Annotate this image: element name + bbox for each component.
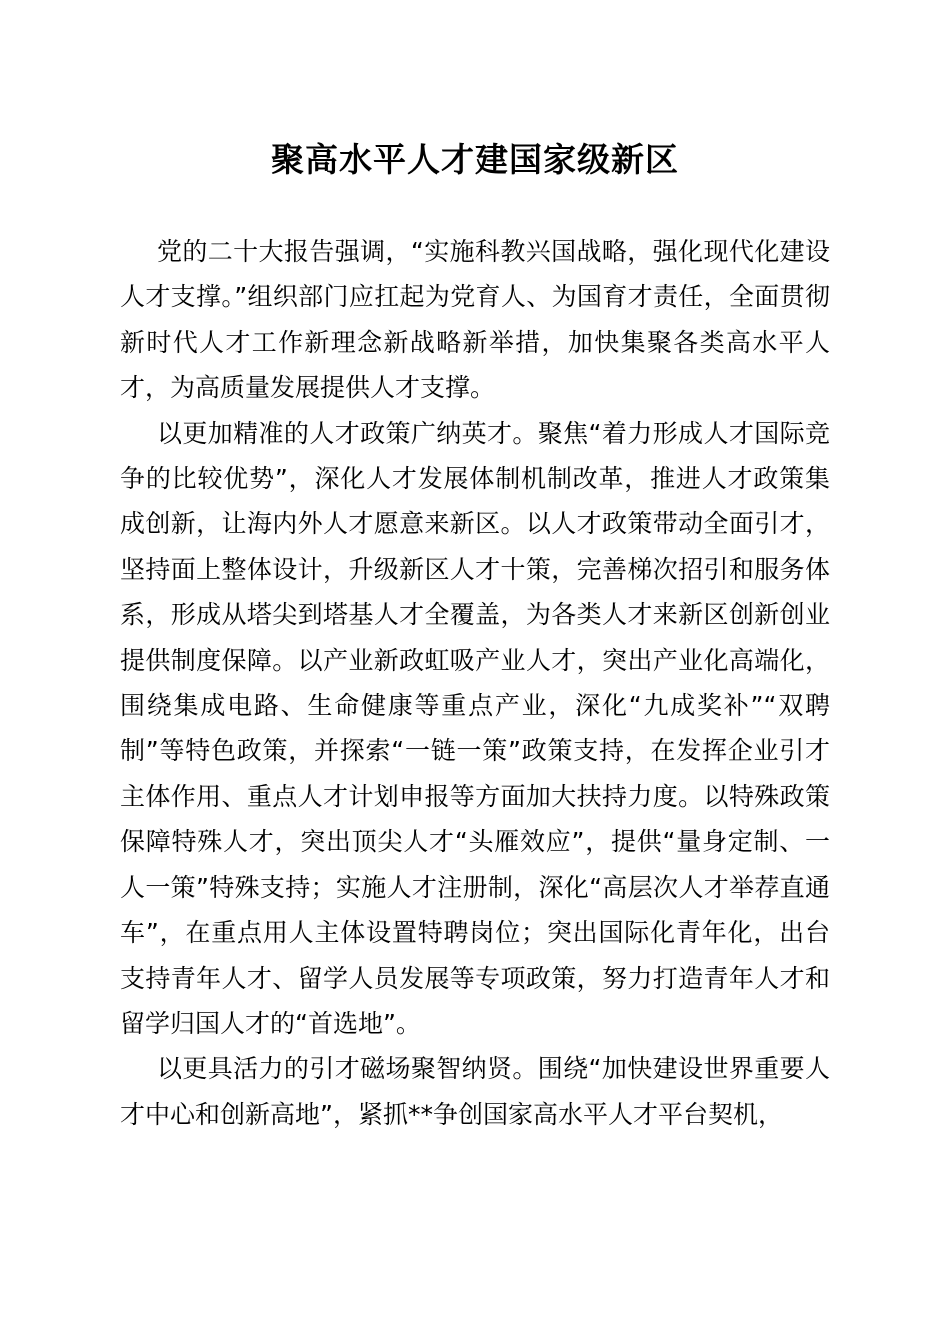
document-title: 聚高水平人才建国家级新区	[271, 140, 679, 179]
paragraph-intro: 党的二十大报告强调，“实施科教兴国战略，强化现代化建设人才支撑。”组织部门应扛起为党育人、为国育才责任，全面贯彻新时代人才工作新理念新战略新举措，加快集聚各类高水平人才，为高质量发展提供人才支撑。	[120, 237, 830, 403]
paragraph-talent-policy: 以更加精准的人才政策广纳英才。聚焦“着力形成人才国际竞争的比较优势”，深化人才发展体制机制改革，推进人才政策集成创新，让海内外人才愿意来新区。以人才政策带动全面引才，坚持面上整体设计，升级新区人才十策，完善梯次招引和服务体系，形成从塔尖到塔基人才全覆盖，为各类人才来新区创新创业提供制度保障。以产业新政虹吸产业人才，突出产业化高端化，围绕集成电路、生命健康等重点产业，深化“九成奖补”“双聘制”等特色政策，并探索“一链一策”政策支持，在发挥企业引才主体作用、重点人才计划申报等方面加大扶持力度。以特殊政策保障特殊人才，突出顶尖人才“头雁效应”，提供“量身定制、一人一策”特殊支持；实施人才注册制，深化“高层次人才举荐直通车”，在重点用人主体设置特聘岗位；突出国际化青年化，出台支持青年人才、留学人员发展等专项政策，努力打造青年人才和留学归国人才的“首选地”。	[120, 418, 830, 1038]
document-body	[120, 229, 830, 1137]
paragraph-talent-magnet: 以更具活力的引才磁场聚智纳贤。围绕“加快建设世界重要人才中心和创新高地”，紧抓**争创国家高水平人才平台契机，	[120, 1054, 830, 1129]
